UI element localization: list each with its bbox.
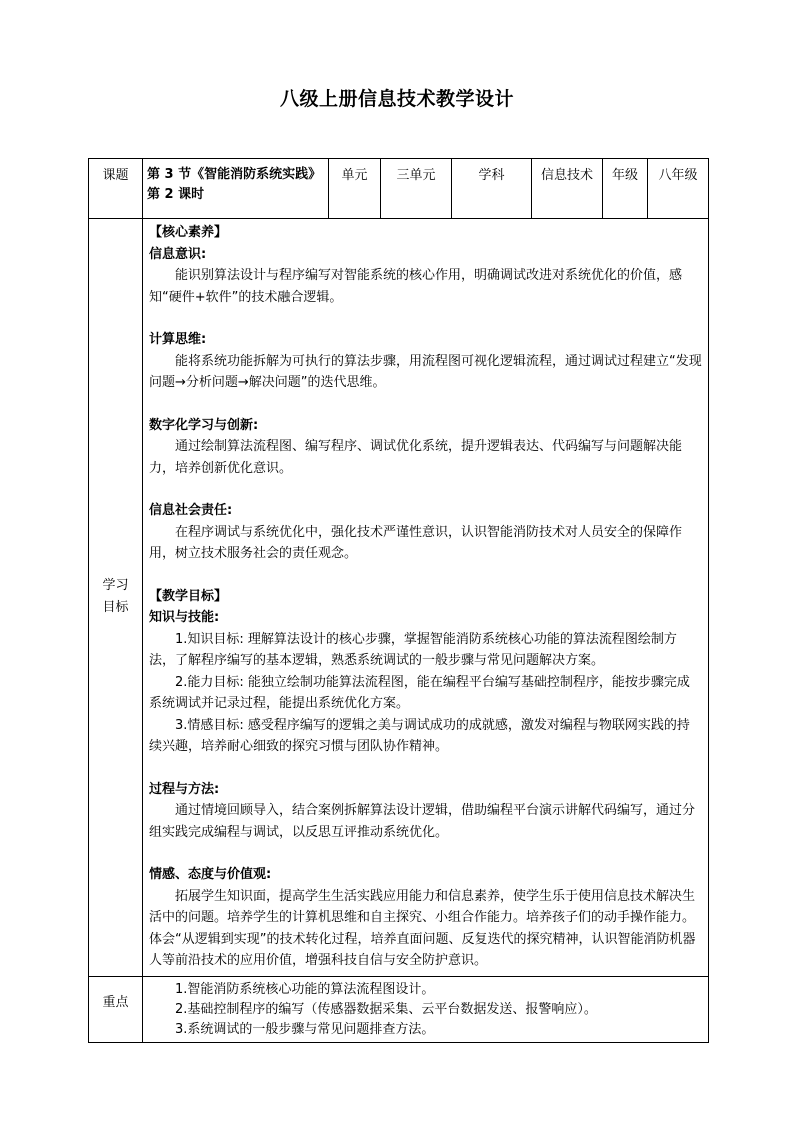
social-responsibility-heading: 信息社会责任: (149, 503, 233, 518)
core-literacy-heading: 【核心素养】 (149, 225, 228, 240)
digital-learning-heading: 数字化学习与创新: (149, 417, 259, 433)
grade-value: 八年级 (648, 159, 709, 219)
subject-label: 学科 (452, 159, 532, 219)
digital-learning-text: 通过绘制算法流程图、编写程序、调试优化系统，提升逻辑表达、代码编写与问题解决能力，培养创新优化意识。 (149, 439, 683, 476)
document-title: 八级上册信息技术教学设计 (279, 88, 514, 110)
info-awareness-heading: 信息意识: (149, 246, 207, 262)
emotion-goal: 3.情感目标: 感受程序编写的逻辑之美与调试成功的成就感，激发对编程与物联网实践的持续兴趣，培养耐心细致的探究习惯与团队协作精神。 (149, 717, 690, 754)
knowledge-goal: 1.知识目标: 理解算法设计的核心步骤，掌握智能消防系统核心功能的算法流程图绘制方法，了解程序编写的基本逻辑，熟悉系统调试的一般步骤与常见问题解决方案。 (149, 631, 677, 668)
objectives-label-line1: 学习 (102, 578, 129, 594)
objectives-label-line2: 目标 (102, 600, 129, 616)
ability-goal: 2.能力目标: 能独立绘制功能算法流程图，能在编程平台编写基础控制程序，能按步骤完成系统调试并记录过程，能提出系统优化方案。 (149, 674, 690, 711)
process-methods-heading: 过程与方法: (149, 781, 220, 797)
key-points-row (89, 976, 709, 1042)
unit-label: 单元 (329, 159, 381, 219)
objectives-row (89, 219, 709, 977)
objectives-label (89, 219, 143, 977)
teaching-objectives-heading: 【教学目标】 (149, 588, 228, 604)
key-point-item: 2.基础控制程序的编写（传感器数据采集、云平台数据发送、报警响应）。 (175, 1001, 597, 1017)
key-point-item: 3.系统调试的一般步骤与常见问题排查方法。 (175, 1021, 435, 1037)
key-points-label: 重点 (89, 976, 143, 1042)
lesson-plan-table (88, 158, 709, 1043)
attitude-values-heading: 情感、态度与价值观: (149, 867, 272, 882)
topic-label: 课题 (89, 159, 143, 219)
computational-heading: 计算思维: (149, 332, 207, 347)
topic-value: 第 3 节《智能消防系统实践》第 2 课时 (143, 159, 329, 219)
social-responsibility-text: 在程序调试与系统优化中，强化技术严谨性意识，认识智能消防技术对人员安全的保障作用，树立技术服务社会的责任观念。 (149, 524, 683, 561)
key-point-item: 1.智能消防系统核心功能的算法流程图设计。 (175, 981, 435, 997)
process-methods-text: 通过情境回顾导入，结合案例拆解算法设计逻辑，借助编程平台演示讲解代码编写，通过分组实践完成编程与调试，以反思互评推动系统优化。 (149, 803, 696, 840)
header-row (89, 159, 709, 219)
objectives-content (143, 219, 709, 977)
attitude-values-text: 拓展学生知识面，提高学生生活实践应用能力和信息素养，使学生乐于使用信息技术解决生活中的问题。培养学生的计算机思维和自主探究、小组合作能力。培养孩子们的动手操作能力。体会“从逻辑到实现”的技术转化过程，培养直面问题、反复迭代的探究精神，认识智能消防机器人等前沿技术的应用价值，增强科技自信与安全防护意识。 (149, 888, 696, 968)
grade-label: 年级 (603, 159, 648, 219)
key-points-content (143, 976, 709, 1042)
info-awareness-text: 能识别算法设计与程序编写对智能系统的核心作用，明确调试改进对系统优化的价值，感知“硬件+软件”的技术融合逻辑。 (149, 268, 683, 305)
knowledge-skills-heading: 知识与技能: (149, 610, 220, 625)
subject-value: 信息技术 (532, 159, 603, 219)
computational-text: 能将系统功能拆解为可执行的算法步骤，用流程图可视化逻辑流程，通过调试过程建立“发现问题→分析问题→解决问题”的迭代思维。 (149, 353, 702, 390)
unit-value: 三单元 (381, 159, 452, 219)
